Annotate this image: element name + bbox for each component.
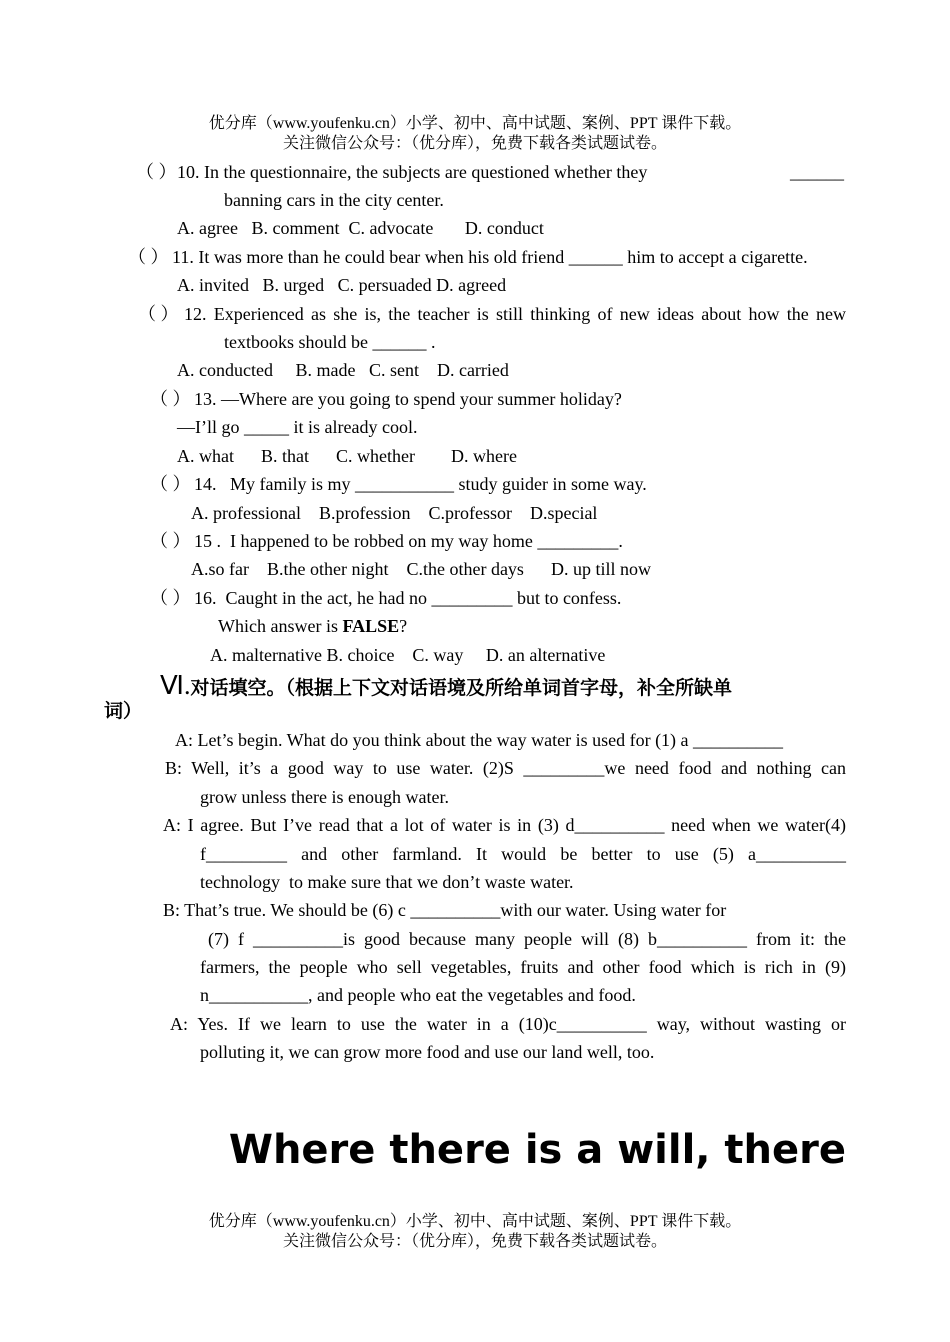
question-14-stem: 14. My family is my ___________ study guider in some way. <box>194 474 647 494</box>
dialogue-line-11: A: Yes. If we learn to use the water in a (10)c__________ way, without wasting or <box>170 1014 846 1034</box>
question-10-stem: 10. In the questionnaire, the subjects are questioned whether they <box>177 162 648 182</box>
question-13-cont: —I’ll go _____ it is already cool. <box>177 417 418 437</box>
question-10-cont: banning cars in the city center. <box>224 190 444 210</box>
dialogue-line-7: B: That’s true. We should be (6) c __________with our water. Using water for <box>163 900 727 920</box>
question-12-cont: textbooks should be ______ . <box>224 332 436 352</box>
dialogue-line-1: A: Let’s begin. What do you think about the way water is used for (1) a __________ <box>175 730 784 750</box>
dialogue-line-10: n___________, and people who eat the vegetables and food. <box>200 985 636 1005</box>
question-16-cont-bold: FALSE <box>342 616 400 636</box>
dialogue-line-9: farmers, the people who sell vegetables, fruits and other food which is rich in (9) <box>200 957 846 977</box>
question-15-stem: 15 . I happened to be robbed on my way home _________. <box>194 531 623 551</box>
question-13-options: A. what B. that C. whether D. where <box>177 446 517 466</box>
section-6-title-b: 词） <box>104 700 143 722</box>
dialogue-line-6: technology to make sure that we don’t waste water. <box>200 872 574 892</box>
question-12-options: A. conducted B. made C. sent D. carried <box>177 360 509 380</box>
question-13-paren: （ ） <box>150 389 191 409</box>
dialogue-line-3: grow unless there is enough water. <box>200 787 449 807</box>
footer-line-2: 关注微信公众号：（优分库），免费下载各类试题试卷。 <box>282 1233 667 1250</box>
question-11-paren: （ ） <box>128 247 169 267</box>
question-16-stem: 16. Caught in the act, he had no _________ but to confess. <box>194 588 622 608</box>
question-15-options: A.so far B.the other night C.the other days D. up till now <box>191 559 651 579</box>
question-10-options: A. agree B. comment C. advocate D. conduct <box>177 218 544 238</box>
dialogue-line-12: polluting it, we can grow more food and use our land well, too. <box>200 1042 655 1062</box>
footer-line-1: 优分库（www.youfenku.cn）小学、初中、高中试题、案例、PPT 课件下载。 <box>208 1213 742 1230</box>
question-16-options: A. malternative B. choice C. way D. an alternative <box>210 645 606 665</box>
dialogue-line-8: (7) f __________is good because many people will (8) b__________ from it: the <box>208 929 846 949</box>
dialogue-line-4: A: I agree. But I’ve read that a lot of water is in (3) d__________ need when we water(4) <box>163 815 846 835</box>
question-16-cont <box>218 614 407 638</box>
question-12-paren: （ ） <box>138 304 179 324</box>
question-12-stem: 12. Experienced as she is, the teacher is still thinking of new ideas about how the new <box>184 304 846 324</box>
question-10-paren: （ ） <box>136 162 177 182</box>
question-15-paren: （ ） <box>150 531 191 551</box>
dialogue-line-5: f_________ and other farmland. It would be better to use (5) a__________ <box>200 844 846 864</box>
dialogue-line-2: B: Well, it’s a good way to use water. (2)S _________we need food and nothing can <box>165 758 846 778</box>
question-11-options: A. invited B. urged C. persuaded D. agreed <box>177 275 507 295</box>
question-16-cont-post: ? <box>399 616 408 636</box>
header-line-2: 关注微信公众号：（优分库），免费下载各类试题试卷。 <box>282 135 667 152</box>
section-6-title <box>160 671 732 703</box>
question-14-paren: （ ） <box>150 474 191 494</box>
section-6-numeral: Ⅵ. <box>160 671 191 700</box>
motto: Where there is a will, there <box>228 1127 846 1173</box>
section-6-title-a: 对话填空。（根据上下文对话语境及所给单词首字母，补全所缺单 <box>190 677 732 699</box>
question-16-cont-pre: Which answer is <box>218 616 343 636</box>
header-line-1: 优分库（www.youfenku.cn）小学、初中、高中试题、案例、PPT 课件下载。 <box>208 115 742 132</box>
question-10-blank: ______ <box>790 162 844 182</box>
question-13-stem: 13. —Where are you going to spend your summer holiday? <box>194 389 622 409</box>
question-16-paren: （ ） <box>150 588 191 608</box>
question-11-stem: 11. It was more than he could bear when his old friend ______ him to accept a cigarette. <box>172 247 808 267</box>
question-14-options: A. professional B.profession C.professor D.special <box>191 503 598 523</box>
